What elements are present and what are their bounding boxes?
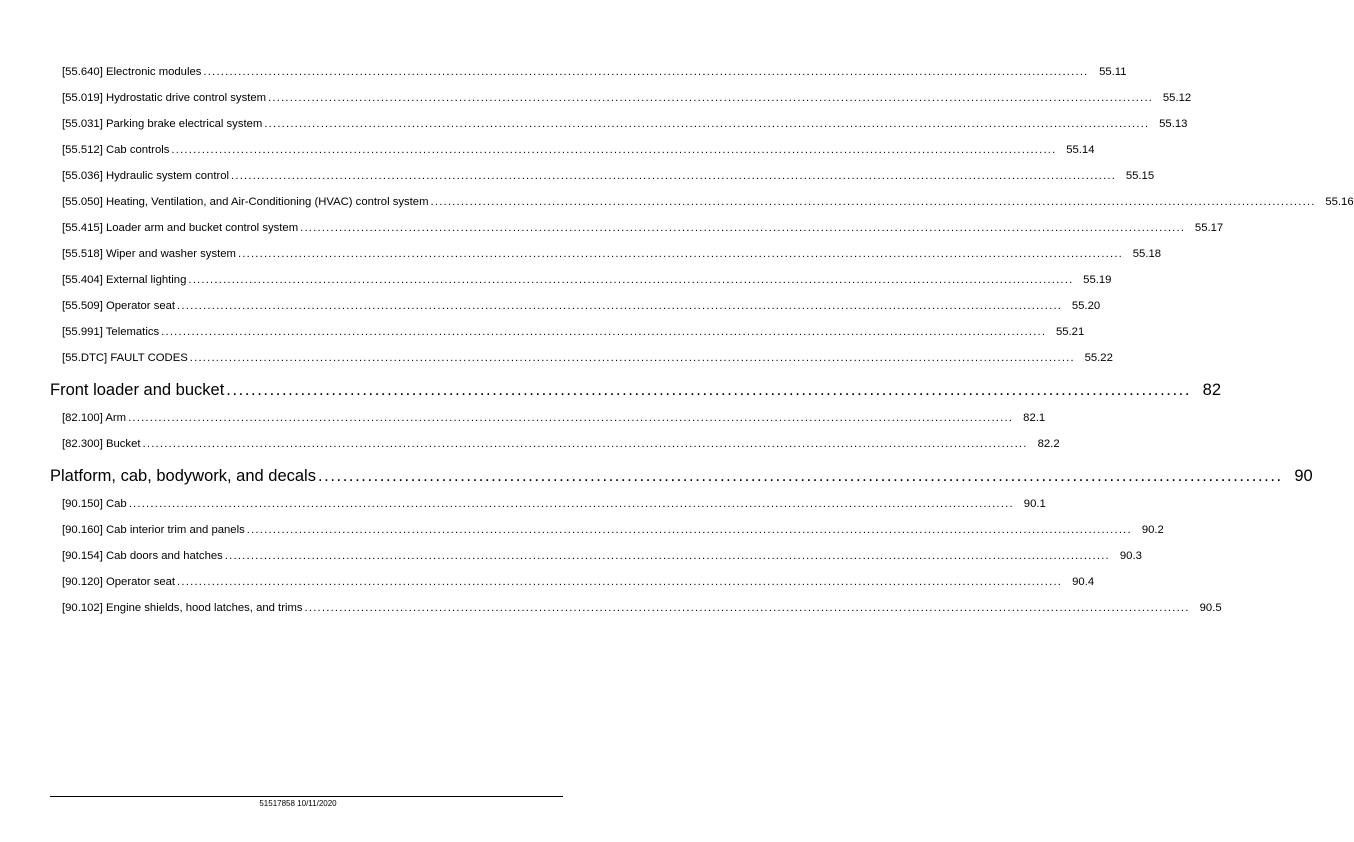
dot-leader: ............................................................................................................................................................................................................ bbox=[231, 170, 1117, 182]
dot-leader: ............................................................................................................................................................................................................ bbox=[188, 274, 1074, 286]
dot-leader: ............................................................................................................................................................................................................ bbox=[177, 576, 1063, 588]
toc-entry-page: 55.13 bbox=[1159, 118, 1188, 130]
toc-entry[interactable] bbox=[50, 62, 1127, 88]
toc-entry-label: [55.036] Hydraulic system control bbox=[62, 170, 230, 182]
dot-leader: ............................................................................................................................................................................................................ bbox=[177, 300, 1063, 312]
dot-leader: ............................................................................................................................................................................................................ bbox=[142, 438, 1028, 450]
toc-entry[interactable] bbox=[50, 114, 1188, 140]
toc-entry[interactable] bbox=[50, 408, 1046, 434]
dot-leader: ............................................................................................................................................................................................................ bbox=[237, 248, 1124, 260]
toc-entry-page: 82.1 bbox=[1023, 412, 1046, 424]
toc-entry[interactable] bbox=[50, 192, 1354, 218]
toc-entry-page: 90.1 bbox=[1023, 498, 1046, 510]
toc-entry-page: 55.20 bbox=[1071, 300, 1101, 312]
toc-entry-page: 82.2 bbox=[1037, 438, 1060, 450]
footer-divider bbox=[50, 796, 563, 797]
toc-entry-page: 90.2 bbox=[1141, 524, 1164, 536]
toc-section[interactable] bbox=[50, 462, 1313, 494]
dot-leader: ............................................................................................................................................................................................................ bbox=[304, 602, 1190, 614]
footer-doc-id: 51517858 10/11/2020 bbox=[259, 799, 337, 808]
toc-entry-label: [90.150] Cab bbox=[62, 498, 127, 510]
dot-leader: ............................................................................................................................................................................................................ bbox=[161, 326, 1047, 338]
toc-entry[interactable] bbox=[50, 322, 1085, 348]
toc-entry[interactable] bbox=[50, 166, 1155, 192]
toc-entry[interactable] bbox=[50, 546, 1142, 572]
toc-entry[interactable] bbox=[50, 434, 1060, 460]
toc-entry-page: 55.14 bbox=[1066, 144, 1095, 156]
dot-leader: ............................................................................................................................................................................................................ bbox=[430, 196, 1316, 208]
toc-entry-label: [55.991] Telematics bbox=[62, 326, 160, 338]
toc-entry-page: 90.3 bbox=[1119, 550, 1142, 562]
toc-entry-label: [90.120] Operator seat bbox=[62, 576, 176, 588]
toc-entry-page: 55.21 bbox=[1055, 326, 1085, 338]
dot-leader: ............................................................................................................................................................................................................ bbox=[224, 550, 1110, 562]
toc-entry[interactable] bbox=[50, 572, 1095, 598]
toc-entry-page: 55.17 bbox=[1194, 222, 1224, 234]
toc-entry-label: [82.100] Arm bbox=[62, 412, 127, 424]
toc-entry-page: 55.12 bbox=[1162, 92, 1192, 104]
toc-entry-label: [55.031] Parking brake electrical system bbox=[62, 118, 263, 130]
dot-leader: ............................................................................................................................................................................................................ bbox=[171, 144, 1057, 156]
toc-entry[interactable] bbox=[50, 520, 1164, 546]
toc-entry-label: [90.102] Engine shields, hood latches, and trims bbox=[62, 602, 303, 614]
toc-entry[interactable] bbox=[50, 218, 1224, 244]
toc-entry-label: [55.050] Heating, Ventilation, and Air-Conditioning (HVAC) control system bbox=[62, 196, 429, 208]
toc-entry[interactable] bbox=[50, 140, 1095, 166]
toc-entry[interactable] bbox=[50, 296, 1101, 322]
toc-entry-label: [55.640] Electronic modules bbox=[62, 66, 202, 78]
toc-entry-page: 55.11 bbox=[1099, 66, 1127, 78]
toc-entry-label: [55.019] Hydrostatic drive control system bbox=[62, 92, 267, 104]
dot-leader: ............................................................................................................................................................................................................ bbox=[264, 118, 1150, 130]
toc-entry-label: [90.160] Cab interior trim and panels bbox=[62, 524, 245, 536]
toc-entry-label: [82.300] Bucket bbox=[62, 438, 141, 450]
toc-entry-page: 90.4 bbox=[1072, 576, 1095, 588]
toc-entry-page: 90.5 bbox=[1199, 602, 1222, 614]
dot-leader: ............................................................................................................................................................................................................ bbox=[128, 412, 1014, 424]
toc-section[interactable] bbox=[50, 376, 1222, 408]
toc-entry[interactable] bbox=[50, 88, 1192, 114]
dot-leader: ............................................................................................................................................................................................................ bbox=[300, 222, 1186, 234]
toc-section-page: 82 bbox=[1202, 381, 1222, 399]
toc-entry-label: [90.154] Cab doors and hatches bbox=[62, 550, 223, 562]
toc-section-page: 90 bbox=[1294, 467, 1313, 485]
toc-entry[interactable] bbox=[50, 494, 1046, 520]
toc-entry[interactable] bbox=[50, 598, 1222, 624]
dot-leader: ............................................................................................................................................................................................................ bbox=[128, 498, 1014, 510]
toc-section-title: Platform, cab, bodywork, and decals bbox=[50, 467, 316, 485]
table-of-contents bbox=[50, 62, 1354, 624]
toc-entry-page: 55.16 bbox=[1325, 196, 1354, 208]
toc-entry-label: [55.DTC] FAULT CODES bbox=[62, 352, 188, 364]
dot-leader: ............................................................................................................................................................................................................ bbox=[246, 524, 1132, 536]
dot-leader: ............................................................................................................................................................ bbox=[317, 467, 1283, 485]
toc-section-title: Front loader and bucket bbox=[50, 381, 225, 399]
toc-entry-label: [55.415] Loader arm and bucket control system bbox=[62, 222, 299, 234]
dot-leader: ............................................................................................................................................................ bbox=[226, 381, 1192, 399]
dot-leader: ............................................................................................................................................................................................................ bbox=[189, 352, 1075, 364]
toc-entry-page: 55.22 bbox=[1084, 352, 1113, 364]
toc-entry-label: [55.518] Wiper and washer system bbox=[62, 248, 236, 260]
toc-entry-page: 55.15 bbox=[1125, 170, 1155, 182]
toc-entry-page: 55.18 bbox=[1132, 248, 1162, 260]
toc-entry-label: [55.404] External lighting bbox=[62, 274, 187, 286]
dot-leader: ............................................................................................................................................................................................................ bbox=[203, 66, 1089, 78]
toc-entry-label: [55.512] Cab controls bbox=[62, 144, 170, 156]
toc-entry-label: [55.509] Operator seat bbox=[62, 300, 176, 312]
toc-entry[interactable] bbox=[50, 244, 1162, 270]
toc-entry-page: 55.19 bbox=[1083, 274, 1112, 286]
toc-entry[interactable] bbox=[50, 348, 1113, 374]
toc-entry[interactable] bbox=[50, 270, 1112, 296]
dot-leader: ............................................................................................................................................................................................................ bbox=[268, 92, 1154, 104]
